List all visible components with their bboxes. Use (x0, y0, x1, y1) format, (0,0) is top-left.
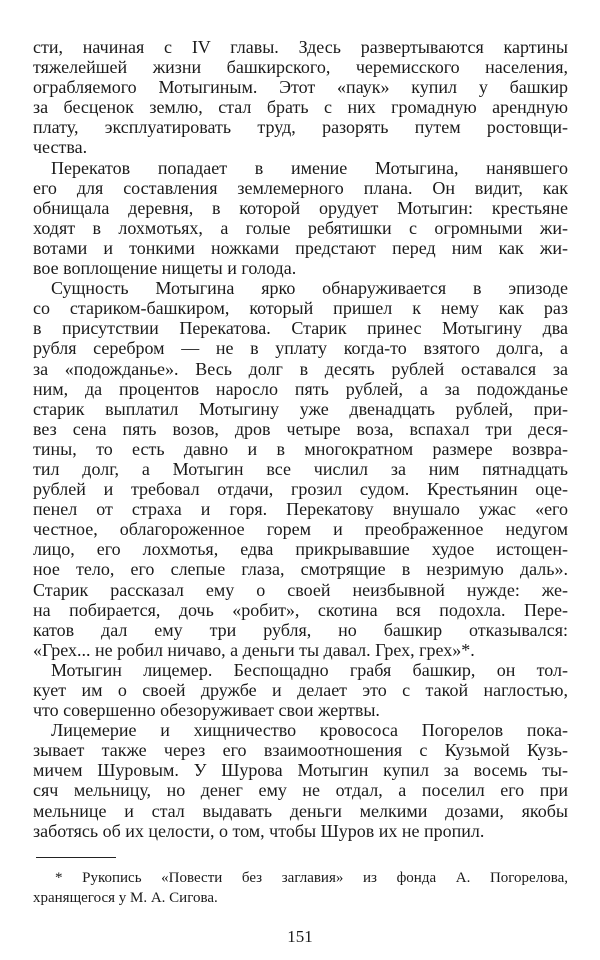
text-line: катов дал ему три рубля, но башкир отказывался: (33, 619, 568, 640)
text-line: в присутствии Перекатова. Старик принес Мотыгину два (33, 318, 568, 339)
text-line: сяч мельницу, но денег ему не отдал, а поселил его при (33, 780, 568, 801)
footnote-divider (36, 857, 116, 858)
text-line: со стариком-башкиром, который пришел к нему как раз (33, 298, 568, 319)
text-line: тил долг, а Мотыгин все числил за ним пятнадцать (33, 458, 568, 479)
text-line: тины, то есть давно и в многократном размере возвра- (33, 438, 568, 459)
text-line: честное, облагороженное горем и преображенное недугом (33, 519, 568, 540)
text-line: за бесценок землю, стал брать с них громадную арендную (33, 97, 568, 118)
text-line: вое воплощение нищеты и голода. (33, 258, 297, 279)
text-line: мельнице и стал выдавать деньги мелкими дозами, якобы (33, 800, 568, 821)
text-line: Мотыгин лицемер. Беспощадно грабя башкир, он тол- (51, 659, 568, 680)
text-line: Сущность Мотыгина ярко обнаруживается в эпизоде (51, 278, 568, 299)
text-line: «Грех... не робил ничаво, а деньги ты давал. Грех, грех»*. (33, 639, 475, 660)
footnote (33, 868, 568, 908)
text-line: ним, да процентов наросло пять рублей, а за подожданье (33, 378, 568, 399)
text-line: старик выплатил Мотыгину уже двенадцать рублей, при- (33, 398, 568, 419)
text-line: вез сена пять возов, дров четыре воза, вспахал три деся- (33, 418, 568, 439)
text-line: Лицемерие и хищничество кровососа Погорелов пока- (51, 720, 568, 741)
text-line: мичем Шуровым. У Шурова Мотыгин купил за восемь ты- (33, 760, 568, 781)
text-line: плату, эксплуатировать труд, разорять путем ростовщи- (33, 117, 568, 138)
text-line: кует им о своей дружбе и делает это с такой наглостью, (33, 680, 568, 700)
page-number: 151 (287, 927, 313, 946)
text-line: рублей и требовал отдачи, грозил судом. Крестьянин оце- (33, 479, 568, 500)
text-line: рубля серебром — не в уплату когда-то взятого долга, а (33, 338, 568, 359)
text-line: зывает также через его взаимоотношения с Кузьмой Кузь- (33, 740, 568, 761)
text-line: его для составления землемерного плана. Он видит, как (33, 177, 568, 198)
text-line: лицо, его лохмотья, едва прикрывавшие худое истощен- (33, 539, 568, 560)
text-line: чества. (33, 137, 88, 158)
text-line: пенел от страха и горя. Перекатову внушало ужас «его (33, 499, 568, 520)
text-line: ное тело, его слепые глаза, смотрящие в незримую даль». (33, 559, 568, 580)
text-line: заботясь об их целости, о том, чтобы Шуров их не пропил. (33, 820, 485, 841)
text-line: за «подожданье». Весь долг в десять рублей оставался за (33, 358, 568, 379)
text-line: ограбляемого Мотыгиным. Этот «паук» купил у башкир (33, 77, 568, 98)
text-line: тяжелейшей жизни башкирского, черемисского населения, (33, 57, 568, 78)
text-line: обнищала деревня, в которой орудует Мотыгин: крестьяне (33, 197, 568, 218)
footnote-line: хранящегося у М. А. Сигова. (33, 890, 218, 906)
body-text (33, 37, 568, 841)
text-line: Старик рассказал ему о своей неизбывной нужде: же- (33, 579, 568, 600)
text-line: что совершенно обезоруживает свои жертвы. (33, 700, 380, 721)
text-line: Перекатов попадает в имение Мотыгина, нанявшего (51, 157, 568, 178)
text-line: ходят в лохмотьях, а голые ребятишки с огромными жи- (33, 217, 568, 238)
footnote-line: * Рукопись «Повести без заглавия» из фонда А. Погорелова, (55, 870, 568, 886)
text-line: сти, начиная с IV главы. Здесь развертываются картины (33, 37, 568, 57)
text-line: на побирается, дочь «робит», скотина вся подохла. Пере- (33, 599, 568, 620)
text-line: вотами и тонкими ножками предстают перед ним как жи- (33, 237, 568, 258)
